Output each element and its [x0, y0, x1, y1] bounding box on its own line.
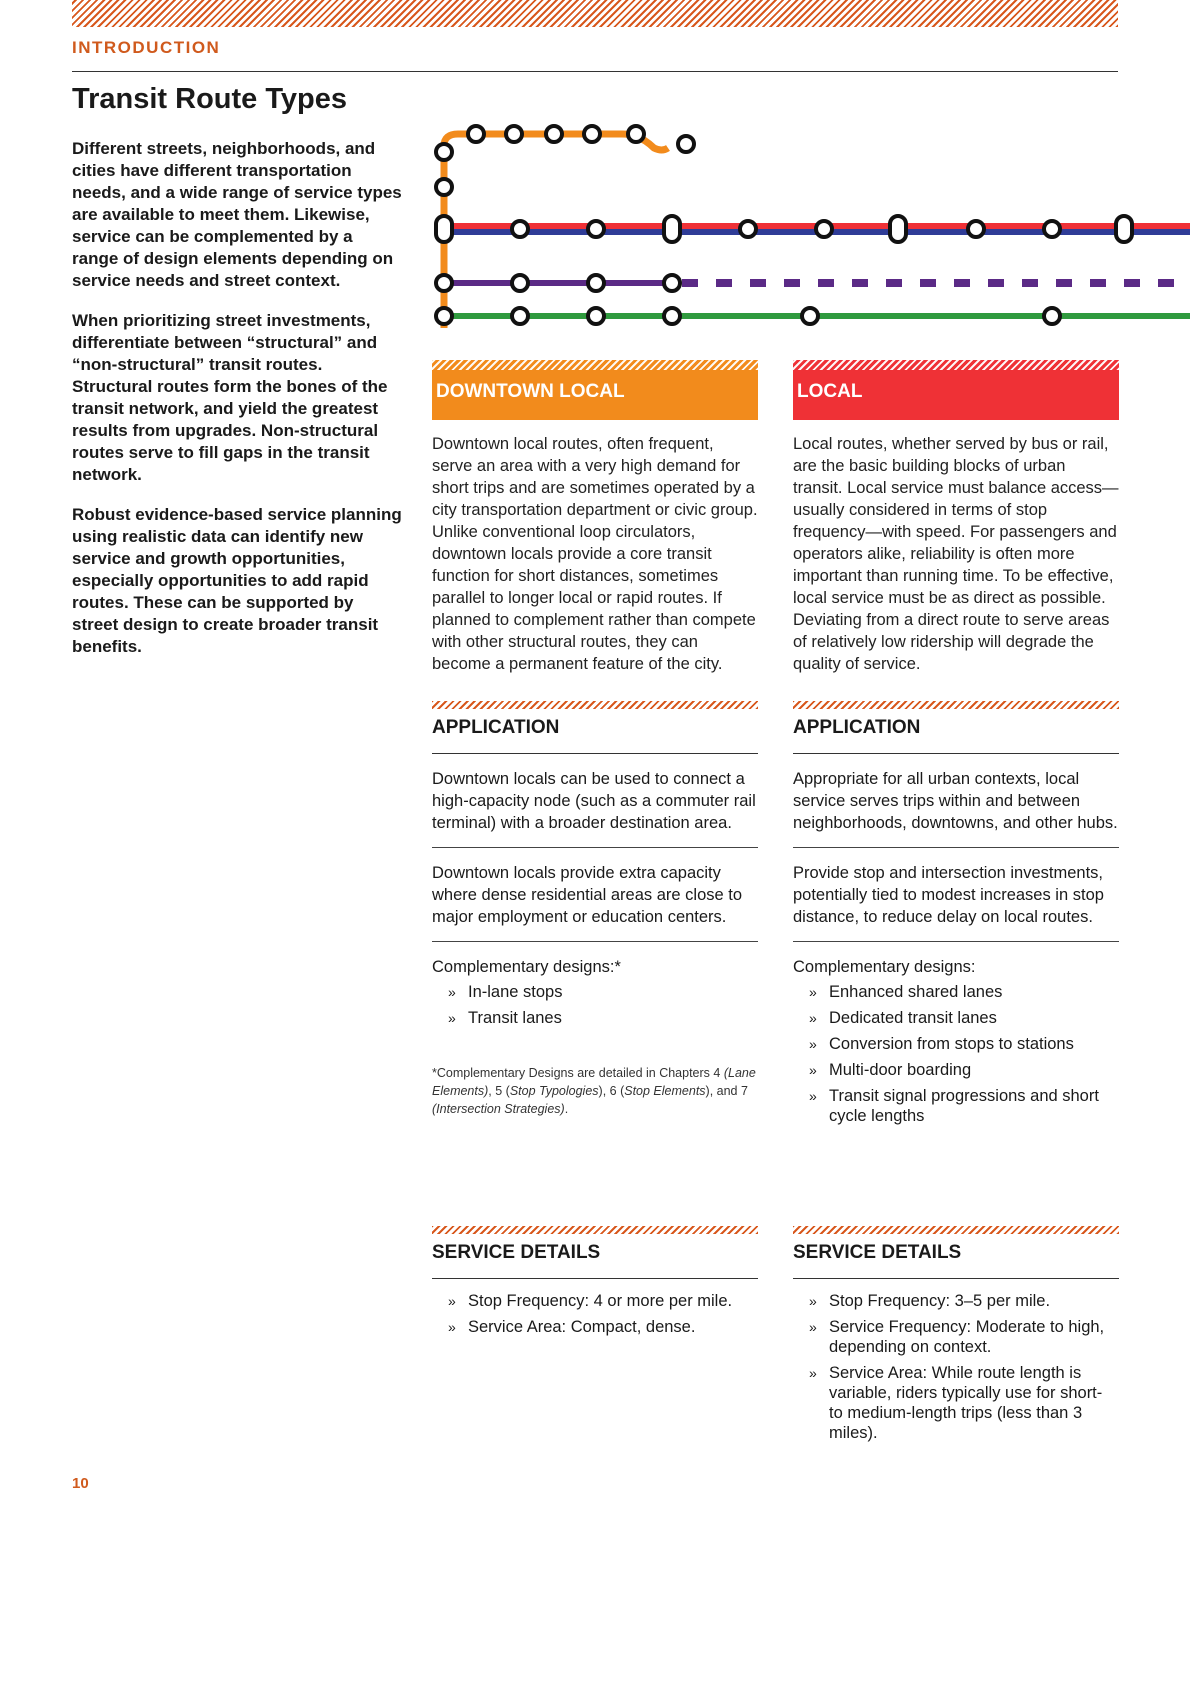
map-stop [546, 126, 562, 142]
list-item: » Dedicated transit lanes [793, 1008, 1119, 1028]
downtown-local-description: Downtown local routes, often frequent, serve an area with a very high demand for short trips and are sometimes operated by a city transportation department or civic group. Unlike conventional loop circulators, downtown locals provide a core transit function for short distances, sometimes parallel to longer local or rapid routes. If planned to complement rather than compete with other structural routes, they can become a permanent feature of the city. [432, 435, 758, 673]
list-item: » Stop Frequency: 4 or more per mile. [432, 1291, 758, 1311]
intro-paragraph-1: Different streets, neighborhoods, and cities have different transportation needs, and a wide range of service types are available to meet them. Likewise, service can be complemented by a range of design elements depending on service needs and street context. [72, 139, 402, 290]
service-details-heading: SERVICE DETAILS [793, 1242, 1119, 1279]
list-item: » Multi-door boarding [793, 1060, 1119, 1080]
application-paragraph: Downtown locals can be used to connect a high-capacity node (such as a commuter rail terminal) with a broader destination area. [432, 754, 758, 848]
section-hatch [432, 1226, 758, 1234]
map-stop [628, 126, 644, 142]
map-stop [678, 136, 694, 152]
application-paragraph: Downtown locals provide extra capacity where dense residential areas are close to major employment or education centers. [432, 848, 758, 942]
downtown-application-section [432, 701, 758, 1118]
application-heading: APPLICATION [793, 717, 1119, 754]
section-hatch [793, 701, 1119, 709]
map-station [890, 216, 906, 242]
downtown-service-section [432, 1226, 758, 1343]
intro-paragraph-2: When prioritizing street investments, differentiate between “structural” and “non-structural” transit routes. Structural routes form the bones of the transit network, and yield the greatest results from upgrades. Non-structural routes serve to fill gaps in the transit network. [72, 311, 388, 484]
map-stop [1044, 308, 1060, 324]
map-stop [802, 308, 818, 324]
map-stop [588, 308, 604, 324]
map-stop [506, 126, 522, 142]
map-stop [588, 221, 604, 237]
header-hatch [432, 360, 758, 370]
map-stop [664, 275, 680, 291]
header-hatch [793, 360, 1119, 370]
complementary-label: Complementary designs:* [432, 958, 621, 976]
list-item: » In-lane stops [432, 982, 758, 1002]
complementary-list [793, 982, 1119, 1126]
page-number: 10 [72, 1475, 89, 1492]
local-header [793, 360, 1119, 420]
downtown-local-column [432, 360, 758, 1336]
list-item: » Transit signal progressions and short cycle lengths [793, 1086, 1119, 1126]
map-stop [468, 126, 484, 142]
map-stop [436, 275, 452, 291]
local-column [793, 360, 1119, 1442]
map-stop [436, 144, 452, 160]
section-label: INTRODUCTION [72, 38, 221, 57]
list-item: » Enhanced shared lanes [793, 982, 1119, 1002]
header-rule [72, 71, 1118, 72]
downtown-local-header [432, 360, 758, 420]
map-station [1116, 216, 1132, 242]
local-service-section [793, 1226, 1119, 1449]
map-stop [436, 179, 452, 195]
service-details-heading: SERVICE DETAILS [432, 1242, 758, 1279]
map-stop [740, 221, 756, 237]
list-item: » Transit lanes [432, 1008, 758, 1028]
map-stop [968, 221, 984, 237]
local-description: Local routes, whether served by bus or rail, are the basic building blocks of urban transit. Local service must balance access—usually considered in terms of stop frequency—with speed. For passengers and operators alike, reliability is often more important than running time. To be effective, local service must be as direct as possible. Deviating from a direct route to serve areas of relatively low ridership will degrade the quality of service. [793, 435, 1119, 673]
map-stop [512, 221, 528, 237]
section-hatch [432, 701, 758, 709]
service-details-list [432, 1291, 758, 1337]
application-paragraph: Provide stop and intersection investments, potentially tied to modest increases in stop distance, to reduce delay on local routes. [793, 848, 1119, 942]
service-details-list [793, 1291, 1119, 1443]
intro-paragraph-3: Robust evidence-based service planning using realistic data can identify new service and growth opportunities, especially opportunities to add rapid routes. These can be supported by street design to create broader transit benefits. [72, 505, 402, 656]
page-title: Transit Route Types [72, 83, 348, 115]
section-hatch [793, 1226, 1119, 1234]
list-item: » Service Area: While route length is variable, riders typically use for short- to medium-length trips (less than 3 miles). [793, 1363, 1119, 1443]
complementary-label: Complementary designs: [793, 958, 976, 976]
map-stop [588, 275, 604, 291]
map-stop [512, 275, 528, 291]
map-stop [816, 221, 832, 237]
map-station [664, 216, 680, 242]
map-stop [664, 308, 680, 324]
map-stop [436, 308, 452, 324]
map-station [436, 216, 452, 242]
list-item: » Service Area: Compact, dense. [432, 1317, 758, 1337]
complementary-list [432, 982, 758, 1028]
application-heading: APPLICATION [432, 717, 758, 754]
intro-text [72, 138, 402, 676]
top-hatch-band [72, 0, 1118, 27]
map-stop [512, 308, 528, 324]
downtown-local-title: DOWNTOWN LOCAL [436, 381, 625, 402]
map-stop [584, 126, 600, 142]
list-item: » Service Frequency: Moderate to high, depending on context. [793, 1317, 1119, 1357]
map-stop [1044, 221, 1060, 237]
list-item: » Stop Frequency: 3–5 per mile. [793, 1291, 1119, 1311]
application-paragraph: Appropriate for all urban contexts, local service serves trips within and between neighborhoods, downtowns, and other hubs. [793, 754, 1119, 848]
list-item: » Conversion from stops to stations [793, 1034, 1119, 1054]
transit-route-map [430, 118, 1190, 328]
footnote: *Complementary Designs are detailed in Chapters 4 (Lane Elements), 5 (Stop Typologies), 6 (Stop Elements), and 7 (Intersection Strategies). [432, 1066, 756, 1116]
local-application-section [793, 701, 1119, 1126]
local-title: LOCAL [797, 381, 863, 402]
